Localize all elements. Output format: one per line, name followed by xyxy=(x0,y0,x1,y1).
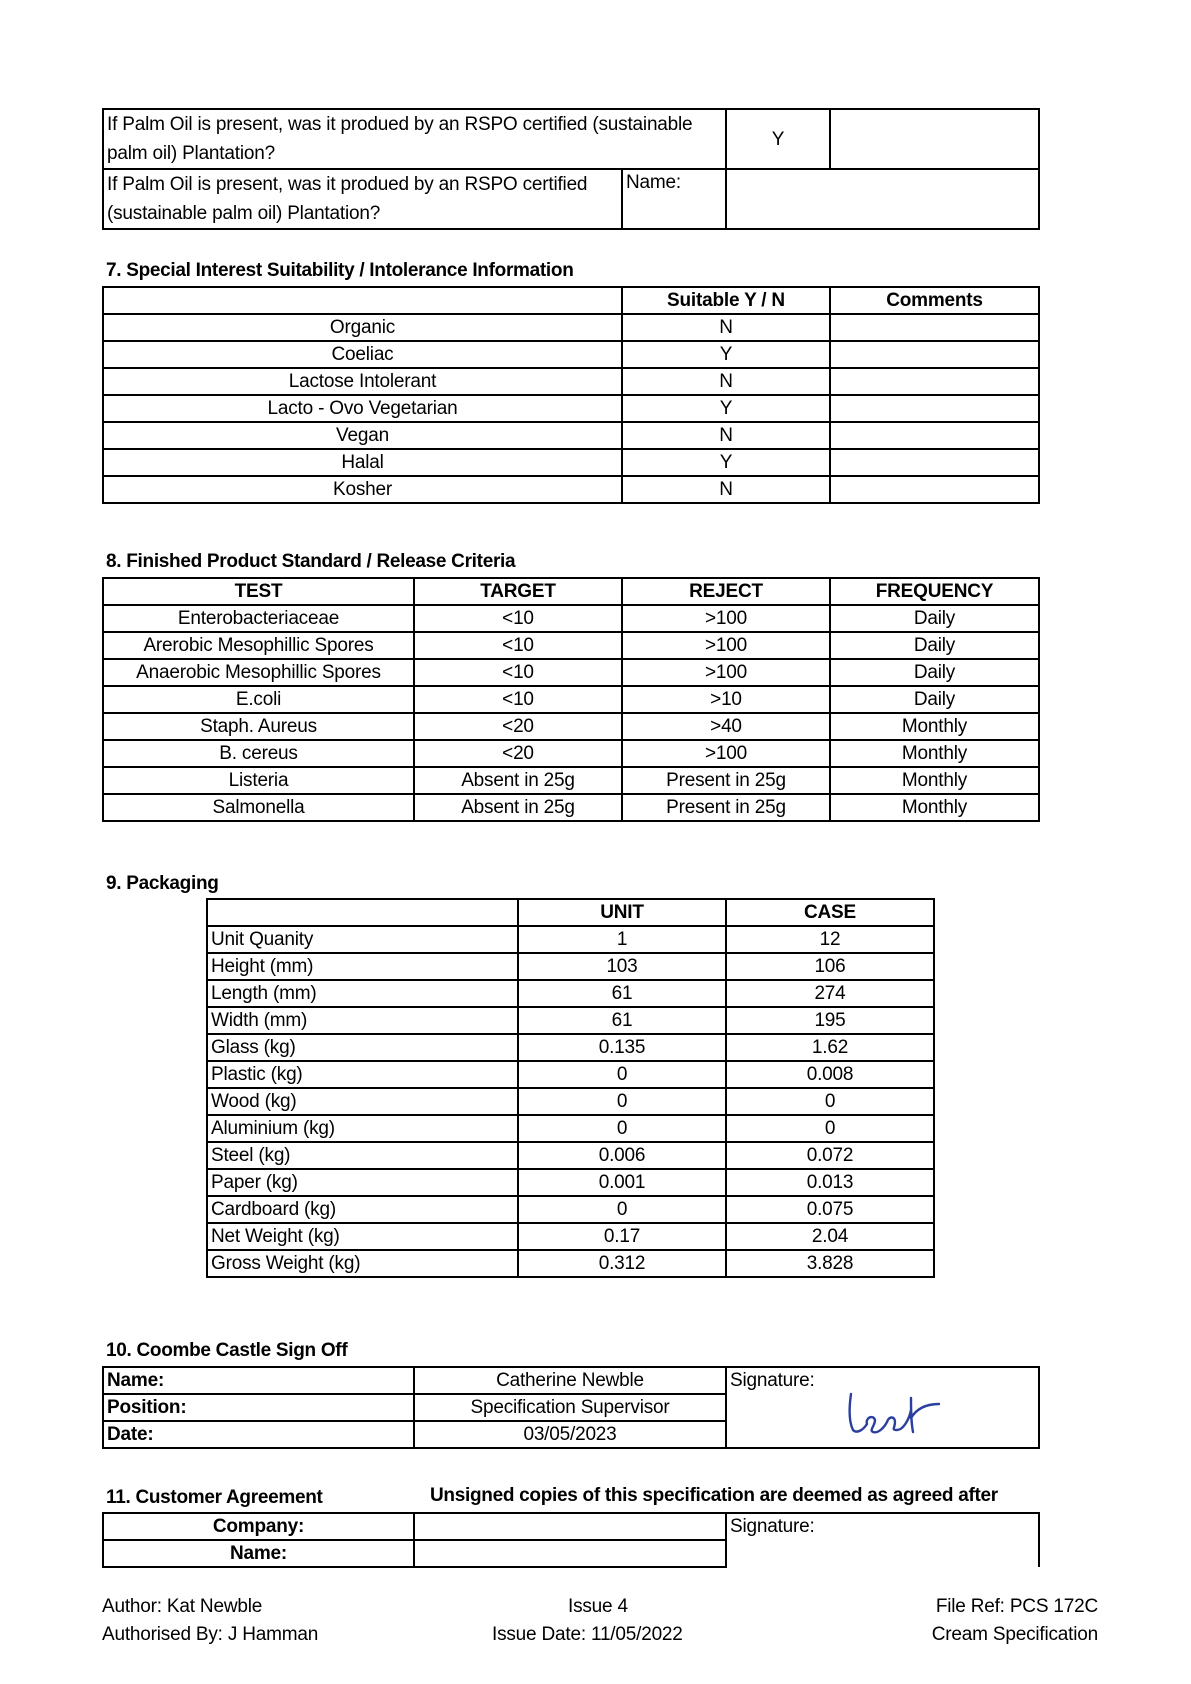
section-11-title: 11. Customer Agreement xyxy=(106,1487,323,1508)
case: 2.04 xyxy=(726,1223,934,1250)
test: Listeria xyxy=(103,767,414,794)
reject: >100 xyxy=(622,659,830,686)
packaging-table xyxy=(206,898,935,1278)
reject: >100 xyxy=(622,605,830,632)
reject: >100 xyxy=(622,740,830,767)
footer-issue: Issue 4 xyxy=(568,1596,628,1617)
table-row xyxy=(207,1169,934,1196)
palm-oil-question: If Palm Oil is present, was it produed by an RSPO certified (sustainable palm oil) Plantation? xyxy=(103,109,726,169)
frequency: Daily xyxy=(830,659,1039,686)
release-criteria-table xyxy=(102,577,1040,822)
unit: 0 xyxy=(518,1115,726,1142)
target: Absent in 25g xyxy=(414,794,622,821)
test: Anaerobic Mesophillic Spores xyxy=(103,659,414,686)
target: Absent in 25g xyxy=(414,767,622,794)
palm-oil-extra xyxy=(830,109,1039,169)
test: Staph. Aureus xyxy=(103,713,414,740)
case: 274 xyxy=(726,980,934,1007)
agreement-row xyxy=(103,1513,1039,1540)
unit: 0.006 xyxy=(518,1142,726,1169)
item: Lactose Intolerant xyxy=(103,368,622,395)
header-cell xyxy=(103,287,622,314)
unit: 0.17 xyxy=(518,1223,726,1250)
table-row xyxy=(207,1196,934,1223)
unit: 61 xyxy=(518,980,726,1007)
date-value: 03/05/2023 xyxy=(414,1421,726,1448)
frequency: Monthly xyxy=(830,740,1039,767)
suitable: N xyxy=(622,422,830,449)
case: 0.072 xyxy=(726,1142,934,1169)
target: <20 xyxy=(414,713,622,740)
palm-oil-row xyxy=(103,169,1039,229)
suitable: Y xyxy=(622,449,830,476)
label: Width (mm) xyxy=(207,1007,518,1034)
target: <10 xyxy=(414,686,622,713)
suitable: N xyxy=(622,476,830,503)
comments xyxy=(830,368,1039,395)
case: 3.828 xyxy=(726,1250,934,1277)
table-row xyxy=(207,1115,934,1142)
unit: 0 xyxy=(518,1088,726,1115)
section-10-title: 10. Coombe Castle Sign Off xyxy=(106,1340,348,1361)
item: Vegan xyxy=(103,422,622,449)
section-9-title: 9. Packaging xyxy=(106,873,219,894)
header-frequency: FREQUENCY xyxy=(830,578,1039,605)
header-unit: UNIT xyxy=(518,899,726,926)
label: Unit Quanity xyxy=(207,926,518,953)
table-row xyxy=(207,1250,934,1277)
test: Enterobacteriaceae xyxy=(103,605,414,632)
footer-doc-name: Cream Specification xyxy=(931,1624,1098,1645)
table-row xyxy=(103,341,1039,368)
target: <20 xyxy=(414,740,622,767)
label: Plastic (kg) xyxy=(207,1061,518,1088)
footer-issue-date: Issue Date: 11/05/2022 xyxy=(492,1624,683,1645)
target: <10 xyxy=(414,659,622,686)
suitable: Y xyxy=(622,341,830,368)
header-comments: Comments xyxy=(830,287,1039,314)
company-field[interactable] xyxy=(414,1513,726,1540)
table-row xyxy=(103,476,1039,503)
unit: 0 xyxy=(518,1196,726,1223)
packaging-header-row xyxy=(207,899,934,926)
label: Wood (kg) xyxy=(207,1088,518,1115)
table-row xyxy=(103,686,1039,713)
table-row xyxy=(207,1223,934,1250)
comments xyxy=(830,476,1039,503)
table-row xyxy=(103,794,1039,821)
target: <10 xyxy=(414,605,622,632)
palm-oil-name-value xyxy=(726,169,1039,229)
suitable: N xyxy=(622,368,830,395)
sign-off-table xyxy=(102,1366,1040,1449)
customer-signature-label: Signature: xyxy=(730,1516,815,1537)
agreement-notice: Unsigned copies of this specification are deemed as agreed after xyxy=(430,1485,998,1506)
palm-oil-row xyxy=(103,109,1039,169)
footer-author: Author: Kat Newble xyxy=(102,1596,263,1617)
footer-authorised-by: Authorised By: J Hamman xyxy=(102,1624,319,1645)
case: 106 xyxy=(726,953,934,980)
item: Kosher xyxy=(103,476,622,503)
frequency: Daily xyxy=(830,632,1039,659)
table-row xyxy=(207,926,934,953)
test: Arerobic Mesophillic Spores xyxy=(103,632,414,659)
frequency: Monthly xyxy=(830,713,1039,740)
case: 0.075 xyxy=(726,1196,934,1223)
label: Cardboard (kg) xyxy=(207,1196,518,1223)
header-reject: REJECT xyxy=(622,578,830,605)
test: Salmonella xyxy=(103,794,414,821)
table-row xyxy=(207,953,934,980)
position-value: Specification Supervisor xyxy=(414,1394,726,1421)
table-row xyxy=(103,395,1039,422)
frequency: Monthly xyxy=(830,794,1039,821)
frequency: Monthly xyxy=(830,767,1039,794)
item: Organic xyxy=(103,314,622,341)
unit: 0.135 xyxy=(518,1034,726,1061)
palm-oil-answer: Y xyxy=(726,109,830,169)
reject: >100 xyxy=(622,632,830,659)
company-label: Company: xyxy=(103,1513,414,1540)
section-8-title: 8. Finished Product Standard / Release Criteria xyxy=(106,551,516,572)
table-row xyxy=(103,314,1039,341)
comments xyxy=(830,341,1039,368)
footer-file-ref: File Ref: PCS 172C xyxy=(935,1596,1098,1617)
signature-label: Signature: xyxy=(730,1370,815,1391)
palm-oil-name-label: Name: xyxy=(622,169,726,229)
signature-cell xyxy=(726,1367,1039,1448)
label: Gross Weight (kg) xyxy=(207,1250,518,1277)
table-row xyxy=(103,659,1039,686)
header-case: CASE xyxy=(726,899,934,926)
test: E.coli xyxy=(103,686,414,713)
comments xyxy=(830,449,1039,476)
suitability-header-row xyxy=(103,287,1039,314)
reject: Present in 25g xyxy=(622,767,830,794)
case: 0.008 xyxy=(726,1061,934,1088)
table-row xyxy=(207,1007,934,1034)
table-row xyxy=(103,767,1039,794)
table-row xyxy=(103,449,1039,476)
case: 0 xyxy=(726,1115,934,1142)
table-row xyxy=(207,1034,934,1061)
table-row xyxy=(207,1142,934,1169)
case: 195 xyxy=(726,1007,934,1034)
label: Steel (kg) xyxy=(207,1142,518,1169)
table-row xyxy=(207,980,934,1007)
table-row xyxy=(103,368,1039,395)
header-test: TEST xyxy=(103,578,414,605)
comments xyxy=(830,314,1039,341)
header-cell xyxy=(207,899,518,926)
unit: 103 xyxy=(518,953,726,980)
frequency: Daily xyxy=(830,686,1039,713)
case: 12 xyxy=(726,926,934,953)
section-7-title: 7. Special Interest Suitability / Intolerance Information xyxy=(106,260,574,281)
criteria-header-row xyxy=(103,578,1039,605)
name-label: Name: xyxy=(103,1367,414,1394)
comments xyxy=(830,422,1039,449)
unit: 1 xyxy=(518,926,726,953)
table-row xyxy=(103,632,1039,659)
label: Aluminium (kg) xyxy=(207,1115,518,1142)
frequency: Daily xyxy=(830,605,1039,632)
label: Paper (kg) xyxy=(207,1169,518,1196)
item: Halal xyxy=(103,449,622,476)
unit: 61 xyxy=(518,1007,726,1034)
table-row xyxy=(103,605,1039,632)
item: Lacto - Ovo Vegetarian xyxy=(103,395,622,422)
case: 0.013 xyxy=(726,1169,934,1196)
header-target: TARGET xyxy=(414,578,622,605)
item: Coeliac xyxy=(103,341,622,368)
comments xyxy=(830,395,1039,422)
customer-agreement-table xyxy=(102,1512,1040,1568)
handwritten-signature xyxy=(845,1390,955,1440)
table-row xyxy=(207,1088,934,1115)
customer-signature-cell[interactable] xyxy=(726,1513,1039,1567)
unit: 0.001 xyxy=(518,1169,726,1196)
palm-oil-table xyxy=(102,108,1040,230)
position-label: Position: xyxy=(103,1394,414,1421)
label: Net Weight (kg) xyxy=(207,1223,518,1250)
table-row xyxy=(103,713,1039,740)
case: 0 xyxy=(726,1088,934,1115)
label: Glass (kg) xyxy=(207,1034,518,1061)
palm-oil-question: If Palm Oil is present, was it produed by an RSPO certified (sustainable palm oil) Plantation? xyxy=(103,169,622,229)
unit: 0 xyxy=(518,1061,726,1088)
reject: >40 xyxy=(622,713,830,740)
suitable: N xyxy=(622,314,830,341)
test: B. cereus xyxy=(103,740,414,767)
unit: 0.312 xyxy=(518,1250,726,1277)
reject: Present in 25g xyxy=(622,794,830,821)
customer-name-label: Name: xyxy=(103,1540,414,1567)
suitability-table xyxy=(102,286,1040,504)
table-row xyxy=(103,740,1039,767)
label: Height (mm) xyxy=(207,953,518,980)
date-label: Date: xyxy=(103,1421,414,1448)
name-value: Catherine Newble xyxy=(414,1367,726,1394)
reject: >10 xyxy=(622,686,830,713)
label: Length (mm) xyxy=(207,980,518,1007)
suitable: Y xyxy=(622,395,830,422)
case: 1.62 xyxy=(726,1034,934,1061)
sign-off-row xyxy=(103,1367,1039,1394)
header-suitable: Suitable Y / N xyxy=(622,287,830,314)
table-row xyxy=(103,422,1039,449)
target: <10 xyxy=(414,632,622,659)
table-row xyxy=(207,1061,934,1088)
customer-name-field[interactable] xyxy=(414,1540,726,1567)
